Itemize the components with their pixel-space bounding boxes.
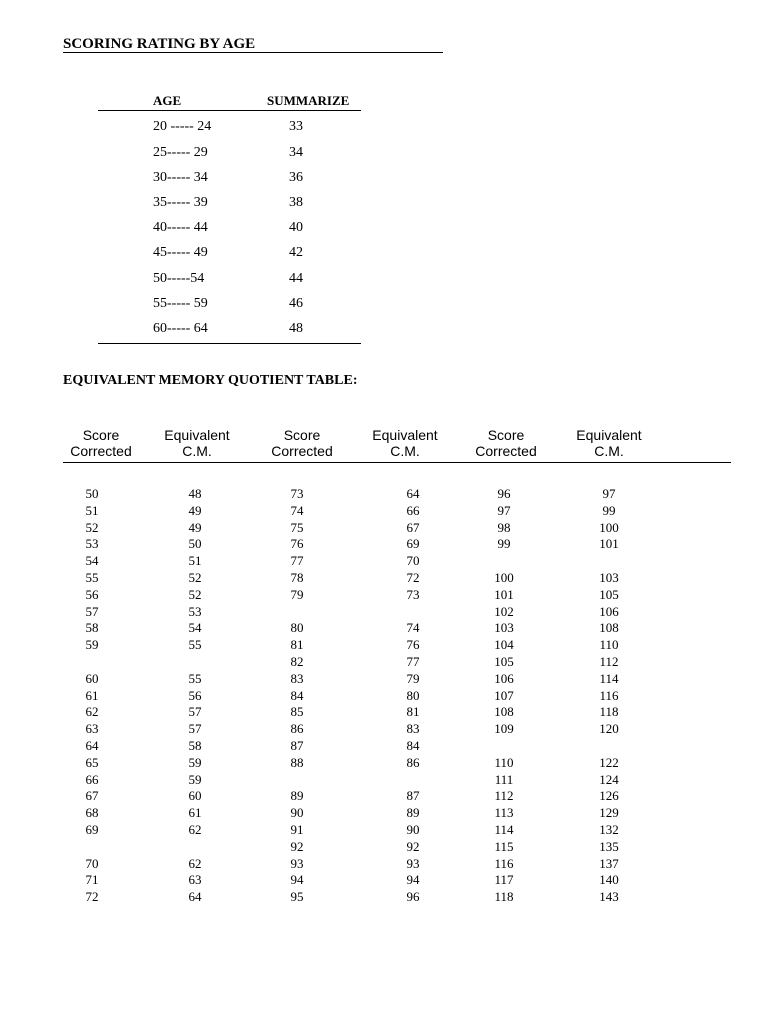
column-header-line2: Corrected xyxy=(271,443,333,459)
score-corrected-cell: 98 xyxy=(497,519,511,535)
score-corrected-cell: 94 xyxy=(290,872,304,888)
equivalent-cm-cell: 66 xyxy=(406,502,420,518)
score-corrected-cell: 118 xyxy=(494,889,514,905)
score-corrected-cell: 62 xyxy=(85,704,99,720)
column-header-line2: C.M. xyxy=(594,443,624,459)
equivalent-cm-cell: 63 xyxy=(188,872,202,888)
table-rule-top xyxy=(98,110,361,111)
table-row xyxy=(0,838,768,855)
column-header xyxy=(350,427,460,459)
equivalent-cm-cell: 64 xyxy=(188,889,202,905)
score-corrected-cell: 77 xyxy=(290,553,304,569)
table-row xyxy=(0,888,768,905)
summarize-cell: 33 xyxy=(289,119,303,134)
equivalent-cm-cell: 67 xyxy=(406,519,420,535)
score-corrected-cell: 99 xyxy=(497,536,511,552)
summarize-cell: 36 xyxy=(289,170,303,185)
equivalent-cm-cell: 89 xyxy=(406,805,420,821)
equivalent-cm-cell: 80 xyxy=(406,687,420,703)
column-header-line1: Score xyxy=(487,427,525,443)
table-row xyxy=(98,170,361,188)
age-range-cell: 25----- 29 xyxy=(153,145,208,160)
header-rule xyxy=(63,462,731,463)
equivalent-cm-cell: 84 xyxy=(406,738,420,753)
equivalent-cm-cell: 76 xyxy=(406,637,420,653)
equivalent-cm-cell: 122 xyxy=(599,754,619,770)
equivalent-cm-cell: 60 xyxy=(188,788,202,804)
score-corrected-cell: 68 xyxy=(85,805,99,821)
equivalent-cm-cell: 49 xyxy=(188,519,202,535)
equivalent-cm-cell: 62 xyxy=(188,855,202,871)
score-corrected-cell: 86 xyxy=(290,721,304,737)
score-corrected-cell: 114 xyxy=(494,822,514,837)
column-header-line2: Corrected xyxy=(475,443,537,459)
equivalent-cm-cell: 99 xyxy=(602,502,616,518)
score-corrected-cell: 75 xyxy=(290,519,304,535)
summarize-cell: 34 xyxy=(289,145,303,160)
score-corrected-cell: 53 xyxy=(85,536,99,552)
equivalent-cm-cell: 57 xyxy=(188,721,202,737)
table-row xyxy=(0,653,768,670)
equivalent-cm-cell: 114 xyxy=(599,670,619,686)
score-corrected-cell: 65 xyxy=(85,754,99,770)
table-row xyxy=(0,603,768,620)
table-row xyxy=(0,619,768,636)
score-corrected-cell: 79 xyxy=(290,586,304,602)
score-corrected-cell: 91 xyxy=(290,822,304,837)
equivalent-cm-cell: 81 xyxy=(406,704,420,720)
table-row xyxy=(0,535,768,552)
equivalent-cm-cell: 49 xyxy=(188,502,202,518)
score-corrected-cell: 74 xyxy=(290,502,304,518)
score-corrected-cell: 59 xyxy=(85,637,99,653)
page-title: SCORING RATING BY AGE xyxy=(63,36,443,53)
score-corrected-cell: 71 xyxy=(85,872,99,888)
table-row xyxy=(0,502,768,519)
equivalent-cm-cell: 54 xyxy=(188,620,202,636)
table-row xyxy=(0,871,768,888)
summarize-cell: 40 xyxy=(289,220,303,235)
table-row xyxy=(0,519,768,536)
column-header-line2: C.M. xyxy=(390,443,420,459)
equivalent-cm-cell: 58 xyxy=(188,738,202,753)
summarize-cell: 48 xyxy=(289,321,303,336)
score-corrected-cell: 78 xyxy=(290,570,304,585)
column-header-line1: Equivalent xyxy=(372,427,438,443)
equivalent-cm-cell: 74 xyxy=(406,620,420,636)
score-corrected-cell: 55 xyxy=(85,570,99,585)
table-row xyxy=(0,754,768,771)
equivalent-cm-cell: 59 xyxy=(188,771,202,787)
equivalent-cm-cell: 79 xyxy=(406,670,420,686)
equivalent-cm-cell: 70 xyxy=(406,553,420,569)
table-row xyxy=(0,703,768,720)
score-corrected-cell: 56 xyxy=(85,586,99,602)
score-corrected-cell: 102 xyxy=(494,603,514,619)
equivalent-cm-cell: 92 xyxy=(406,838,420,854)
equivalent-cm-cell: 103 xyxy=(599,570,619,585)
table-rule-bottom xyxy=(98,343,361,344)
equivalent-cm-cell: 116 xyxy=(599,687,619,703)
equivalent-cm-cell: 77 xyxy=(406,654,420,669)
score-corrected-cell: 57 xyxy=(85,603,99,619)
score-corrected-cell: 111 xyxy=(494,771,514,787)
column-header-line1: Score xyxy=(82,427,120,443)
equivalent-cm-cell: 112 xyxy=(599,654,619,669)
table-row xyxy=(0,737,768,754)
equivalent-cm-cell: 140 xyxy=(599,872,619,888)
equivalent-cm-cell: 135 xyxy=(599,838,619,854)
summarize-column-header: SUMMARIZE xyxy=(267,93,350,108)
score-corrected-cell: 87 xyxy=(290,738,304,753)
equivalent-cm-cell: 52 xyxy=(188,586,202,602)
equivalent-cm-cell: 101 xyxy=(599,536,619,552)
equivalent-cm-cell: 52 xyxy=(188,570,202,585)
equivalent-cm-cell: 96 xyxy=(406,889,420,905)
score-corrected-cell: 50 xyxy=(85,486,99,501)
score-corrected-cell: 108 xyxy=(494,704,514,720)
age-range-cell: 30----- 34 xyxy=(153,170,208,185)
summarize-cell: 38 xyxy=(289,195,303,210)
table-row xyxy=(0,636,768,653)
score-corrected-cell: 116 xyxy=(494,855,514,871)
score-corrected-cell: 112 xyxy=(494,788,514,804)
score-corrected-cell: 117 xyxy=(494,872,514,888)
column-header xyxy=(142,427,252,459)
equivalent-cm-cell: 62 xyxy=(188,822,202,837)
equivalent-cm-cell: 51 xyxy=(188,553,202,569)
equivalent-cm-cell: 106 xyxy=(599,603,619,619)
age-range-cell: 35----- 39 xyxy=(153,195,208,210)
score-corrected-cell: 101 xyxy=(494,586,514,602)
column-header xyxy=(247,427,357,459)
table-row xyxy=(0,771,768,788)
column-header-line2: C.M. xyxy=(182,443,212,459)
equivalent-cm-cell: 143 xyxy=(599,889,619,905)
score-corrected-cell: 107 xyxy=(494,687,514,703)
score-corrected-cell: 90 xyxy=(290,805,304,821)
score-corrected-cell: 60 xyxy=(85,670,99,686)
equivalent-cm-cell: 105 xyxy=(599,586,619,602)
score-corrected-cell: 64 xyxy=(85,738,99,753)
score-corrected-cell: 103 xyxy=(494,620,514,636)
table-row xyxy=(0,787,768,804)
score-corrected-cell: 95 xyxy=(290,889,304,905)
score-corrected-cell: 92 xyxy=(290,838,304,854)
equivalent-cm-cell: 50 xyxy=(188,536,202,552)
equivalent-cm-cell: 100 xyxy=(599,519,619,535)
score-corrected-cell: 106 xyxy=(494,670,514,686)
score-corrected-cell: 113 xyxy=(494,805,514,821)
equivalent-cm-cell: 124 xyxy=(599,771,619,787)
memory-quotient-table xyxy=(0,425,768,915)
table-row xyxy=(0,720,768,737)
score-corrected-cell: 70 xyxy=(85,855,99,871)
score-corrected-cell: 85 xyxy=(290,704,304,720)
equivalent-cm-cell: 69 xyxy=(406,536,420,552)
equivalent-cm-cell: 73 xyxy=(406,586,420,602)
table-row xyxy=(98,195,361,213)
equivalent-cm-cell: 87 xyxy=(406,788,420,804)
column-header xyxy=(46,427,156,459)
table-row xyxy=(0,670,768,687)
score-corrected-cell: 97 xyxy=(497,502,511,518)
equivalent-cm-cell: 110 xyxy=(599,637,619,653)
score-corrected-cell: 105 xyxy=(494,654,514,669)
score-corrected-cell: 109 xyxy=(494,721,514,737)
table-row xyxy=(98,296,361,314)
column-header xyxy=(451,427,561,459)
age-range-cell: 60----- 64 xyxy=(153,321,208,336)
column-header-line1: Equivalent xyxy=(164,427,230,443)
score-corrected-cell: 100 xyxy=(494,570,514,585)
age-scoring-table xyxy=(98,92,361,345)
table-row xyxy=(0,687,768,704)
score-corrected-cell: 61 xyxy=(85,687,99,703)
table-row xyxy=(98,119,361,137)
table-row xyxy=(0,804,768,821)
score-corrected-cell: 84 xyxy=(290,687,304,703)
equivalent-cm-cell: 86 xyxy=(406,754,420,770)
table-row xyxy=(0,552,768,569)
table-row xyxy=(0,821,768,838)
section-title: EQUIVALENT MEMORY QUOTIENT TABLE: xyxy=(63,373,358,388)
column-header xyxy=(554,427,664,459)
score-corrected-cell: 88 xyxy=(290,754,304,770)
score-corrected-cell: 104 xyxy=(494,637,514,653)
score-corrected-cell: 72 xyxy=(85,889,99,905)
equivalent-cm-cell: 64 xyxy=(406,486,420,501)
summarize-cell: 42 xyxy=(289,245,303,260)
age-range-cell: 20 ----- 24 xyxy=(153,119,212,134)
table-row xyxy=(0,569,768,586)
score-corrected-cell: 93 xyxy=(290,855,304,871)
table-row xyxy=(98,321,361,339)
table-row xyxy=(0,586,768,603)
score-corrected-cell: 67 xyxy=(85,788,99,804)
equivalent-cm-cell: 132 xyxy=(599,822,619,837)
score-corrected-cell: 96 xyxy=(497,486,511,501)
score-corrected-cell: 73 xyxy=(290,486,304,501)
table-row xyxy=(98,245,361,263)
score-corrected-cell: 80 xyxy=(290,620,304,636)
equivalent-cm-cell: 126 xyxy=(599,788,619,804)
column-header-line2: Corrected xyxy=(70,443,132,459)
table-row xyxy=(98,145,361,163)
score-corrected-cell: 89 xyxy=(290,788,304,804)
equivalent-cm-cell: 56 xyxy=(188,687,202,703)
equivalent-cm-cell: 118 xyxy=(599,704,619,720)
equivalent-cm-cell: 94 xyxy=(406,872,420,888)
score-corrected-cell: 58 xyxy=(85,620,99,636)
equivalent-cm-cell: 90 xyxy=(406,822,420,837)
score-corrected-cell: 82 xyxy=(290,654,304,669)
equivalent-cm-cell: 72 xyxy=(406,570,420,585)
age-column-header: AGE xyxy=(153,93,182,108)
age-range-cell: 45----- 49 xyxy=(153,245,208,260)
score-corrected-cell: 76 xyxy=(290,536,304,552)
score-corrected-cell: 115 xyxy=(494,838,514,854)
score-corrected-cell: 52 xyxy=(85,519,99,535)
score-corrected-cell: 63 xyxy=(85,721,99,737)
equivalent-cm-cell: 59 xyxy=(188,754,202,770)
table-row xyxy=(98,220,361,238)
score-corrected-cell: 69 xyxy=(85,822,99,837)
score-corrected-cell: 51 xyxy=(85,502,99,518)
equivalent-cm-cell: 61 xyxy=(188,805,202,821)
score-corrected-cell: 110 xyxy=(494,754,514,770)
summarize-cell: 46 xyxy=(289,296,303,311)
equivalent-cm-cell: 57 xyxy=(188,704,202,720)
table-row xyxy=(0,485,768,502)
equivalent-cm-cell: 48 xyxy=(188,486,202,501)
equivalent-cm-cell: 137 xyxy=(599,855,619,871)
equivalent-cm-cell: 83 xyxy=(406,721,420,737)
score-corrected-cell: 54 xyxy=(85,553,99,569)
score-corrected-cell: 66 xyxy=(85,771,99,787)
age-range-cell: 50-----54 xyxy=(153,271,205,286)
equivalent-cm-cell: 55 xyxy=(188,637,202,653)
equivalent-cm-cell: 55 xyxy=(188,670,202,686)
equivalent-cm-cell: 53 xyxy=(188,603,202,619)
equivalent-cm-cell: 108 xyxy=(599,620,619,636)
equivalent-cm-cell: 93 xyxy=(406,855,420,871)
equivalent-cm-cell: 120 xyxy=(599,721,619,737)
score-corrected-cell: 83 xyxy=(290,670,304,686)
score-corrected-cell: 81 xyxy=(290,637,304,653)
column-header-line1: Score xyxy=(283,427,321,443)
equivalent-cm-cell: 97 xyxy=(602,486,616,501)
summarize-cell: 44 xyxy=(289,271,303,286)
age-range-cell: 40----- 44 xyxy=(153,220,208,235)
column-header-line1: Equivalent xyxy=(576,427,642,443)
age-range-cell: 55----- 59 xyxy=(153,296,208,311)
equivalent-cm-cell: 129 xyxy=(599,805,619,821)
table-row xyxy=(0,855,768,872)
table-row xyxy=(98,271,361,289)
